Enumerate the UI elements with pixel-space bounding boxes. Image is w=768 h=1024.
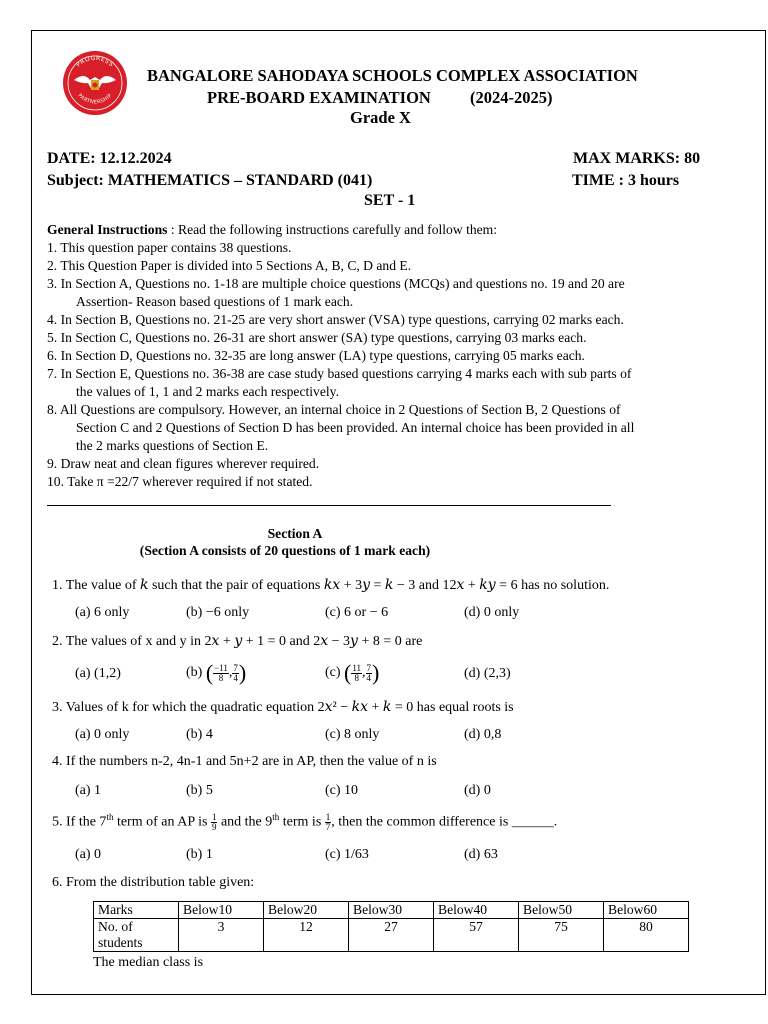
q1-option-d: (d) 0 only bbox=[464, 605, 520, 620]
q3-option-b: (b) 4 bbox=[186, 727, 213, 742]
q2-option-d: (d) (2,3) bbox=[464, 666, 511, 681]
logo-text-bottom: PARTNERSHIP bbox=[76, 92, 114, 106]
q4-option-d: (d) 0 bbox=[464, 783, 491, 798]
instruction-7: 7. In Section E, Questions no. 36-38 are case study based questions carrying 4 marks each with sub parts of bbox=[47, 366, 632, 381]
instruction-9: 9. Draw neat and clean figures wherever required. bbox=[47, 456, 320, 471]
association-name: BANGALORE SAHODAYA SCHOOLS COMPLEX ASSOCIATION bbox=[147, 66, 638, 85]
question-6: 6. From the distribution table given: bbox=[52, 875, 255, 890]
instructions-heading: General Instructions bbox=[47, 222, 168, 237]
instruction-1: 1. This question paper contains 38 questions. bbox=[47, 240, 292, 255]
q2-option-a: (a) (1,2) bbox=[75, 666, 121, 681]
row-label-line-2: students bbox=[98, 935, 143, 950]
q5-frac-1: $\frac{1}{9}$ bbox=[211, 811, 217, 832]
association-seal-icon bbox=[62, 50, 128, 116]
question-1: 1. The value of 𝑘 such that the pair of equations 𝑘𝑥 + 3𝑦 = 𝑘 − 3 and 12𝑥 + 𝑘𝑦 = 6 has no solution. bbox=[52, 578, 610, 593]
table-cell: Below60 bbox=[604, 902, 689, 919]
table-cell: Marks bbox=[94, 902, 179, 919]
table-cell: Below10 bbox=[179, 902, 264, 919]
q2-option-c-label: (c) bbox=[325, 665, 341, 681]
table-cell: Below50 bbox=[519, 902, 604, 919]
q3-option-c: (c) 8 only bbox=[325, 727, 380, 742]
instructions-intro: : Read the following instructions carefully and follow them: bbox=[167, 222, 498, 237]
q5-option-a: (a) 0 bbox=[75, 847, 102, 862]
q5-option-d: (d) 63 bbox=[464, 847, 498, 862]
table-cell: 3 bbox=[179, 919, 264, 952]
q1-option-c: (c) 6 or − 6 bbox=[325, 605, 389, 620]
instruction-8-cont: Section C and 2 Questions of Section D has been provided. An internal choice has been provided in all bbox=[76, 420, 635, 435]
instruction-4: 4. In Section B, Questions no. 21-25 are very short answer (VSA) type questions, carrying 02 marks each. bbox=[47, 312, 624, 327]
question-3: 3. Values of k for which the quadratic equation 2𝑥² − 𝑘𝑥 + 𝑘 = 0 has equal roots is bbox=[52, 700, 514, 715]
question-4: 4. If the numbers n-2, 4n-1 and 5n+2 are in AP, then the value of n is bbox=[52, 754, 437, 769]
table-cell: Below30 bbox=[349, 902, 434, 919]
instruction-8: 8. All Questions are compulsory. However, an internal choice in 2 Questions of Section B, 2 Questions of bbox=[47, 402, 621, 417]
q2-option-c: (c) ( $\frac{11}{8}$ , $\frac{7}{4}$ ) bbox=[325, 660, 380, 685]
q2-option-b-label: (b) bbox=[186, 665, 203, 681]
question-2: 2. The values of x and y in 2𝑥 + 𝑦 + 1 = 0 and 2𝑥 − 3𝑦 + 8 = 0 are bbox=[52, 634, 423, 649]
instruction-10: 10. Take π =22/7 wherever required if not stated. bbox=[47, 474, 313, 489]
table-cell: 57 bbox=[434, 919, 519, 952]
logo-text-top: PROGRESS bbox=[75, 54, 115, 69]
subject: Subject: MATHEMATICS – STANDARD (041) bbox=[47, 172, 373, 189]
q1-option-a: (a) 6 only bbox=[75, 605, 130, 620]
exam-year: (2024-2025) bbox=[470, 88, 553, 107]
instruction-3-cont: Assertion- Reason based questions of 1 mark each. bbox=[76, 294, 354, 309]
table-cell: 12 bbox=[264, 919, 349, 952]
q5-frac-2: $\frac{1}{7}$ bbox=[325, 811, 331, 832]
table-cell: Below40 bbox=[434, 902, 519, 919]
general-instructions bbox=[47, 221, 727, 491]
exam-date: DATE: 12.12.2024 bbox=[47, 150, 172, 167]
table-row bbox=[94, 919, 689, 952]
row-label-line-1: No. of bbox=[98, 919, 133, 934]
q2-option-b: (b) ( $\frac{-11}{8}$ , $\frac{7}{4}$ ) bbox=[186, 660, 247, 685]
q2-c-frac-2: $\frac{7}{4}$ bbox=[366, 662, 372, 683]
table-cell bbox=[94, 919, 179, 952]
exam-title: PRE-BOARD EXAMINATION bbox=[207, 88, 431, 107]
divider-line bbox=[47, 505, 611, 506]
distribution-table bbox=[93, 901, 689, 952]
instruction-8-cont2: the 2 marks questions of Section E. bbox=[76, 438, 269, 453]
instruction-5: 5. In Section C, Questions no. 26-31 are short answer (SA) type questions, carrying 03 marks each. bbox=[47, 330, 587, 345]
q4-option-c: (c) 10 bbox=[325, 783, 359, 798]
table-row bbox=[94, 902, 689, 919]
section-subtitle: (Section A consists of 20 questions of 1 mark each) bbox=[139, 543, 431, 558]
question-5: 5. If the 7th term of an AP is $\frac{1}{9}$ and the 9th term is $\frac{1}{7}$ , then the common difference is ______. bbox=[52, 811, 558, 832]
q3-option-a: (a) 0 only bbox=[75, 727, 130, 742]
q5-option-c: (c) 1/63 bbox=[325, 847, 369, 862]
grade: Grade X bbox=[350, 108, 411, 127]
instruction-6: 6. In Section D, Questions no. 32-35 are long answer (LA) type questions, carrying 05 marks each. bbox=[47, 348, 585, 363]
exam-time: TIME : 3 hours bbox=[572, 172, 680, 189]
set-number: SET - 1 bbox=[364, 192, 416, 209]
max-marks: MAX MARKS: 80 bbox=[573, 150, 701, 167]
instruction-7-cont: the values of 1, 1 and 2 marks each respectively. bbox=[76, 384, 339, 399]
q5-option-b: (b) 1 bbox=[186, 847, 213, 862]
q2-b-frac-2: $\frac{7}{4}$ bbox=[233, 662, 238, 683]
q1-option-b: (b) −6 only bbox=[186, 605, 250, 620]
q4-option-b: (b) 5 bbox=[186, 783, 213, 798]
section-title: Section A bbox=[267, 526, 323, 541]
table-cell: 80 bbox=[604, 919, 689, 952]
table-cell: 75 bbox=[519, 919, 604, 952]
q2-b-frac-1: $\frac{-11}{8}$ bbox=[214, 662, 228, 683]
instruction-3: 3. In Section A, Questions no. 1-18 are multiple choice questions (MCQs) and questions no. 19 and 20 are bbox=[47, 276, 625, 291]
question-6-prompt: The median class is bbox=[93, 955, 204, 970]
q2-c-frac-1: $\frac{11}{8}$ bbox=[352, 662, 362, 683]
instruction-2: 2. This Question Paper is divided into 5 Sections A, B, C, D and E. bbox=[47, 258, 412, 273]
table-cell: Below20 bbox=[264, 902, 349, 919]
q3-option-d: (d) 0,8 bbox=[464, 727, 502, 742]
table-cell: 27 bbox=[349, 919, 434, 952]
q4-option-a: (a) 1 bbox=[75, 783, 102, 798]
